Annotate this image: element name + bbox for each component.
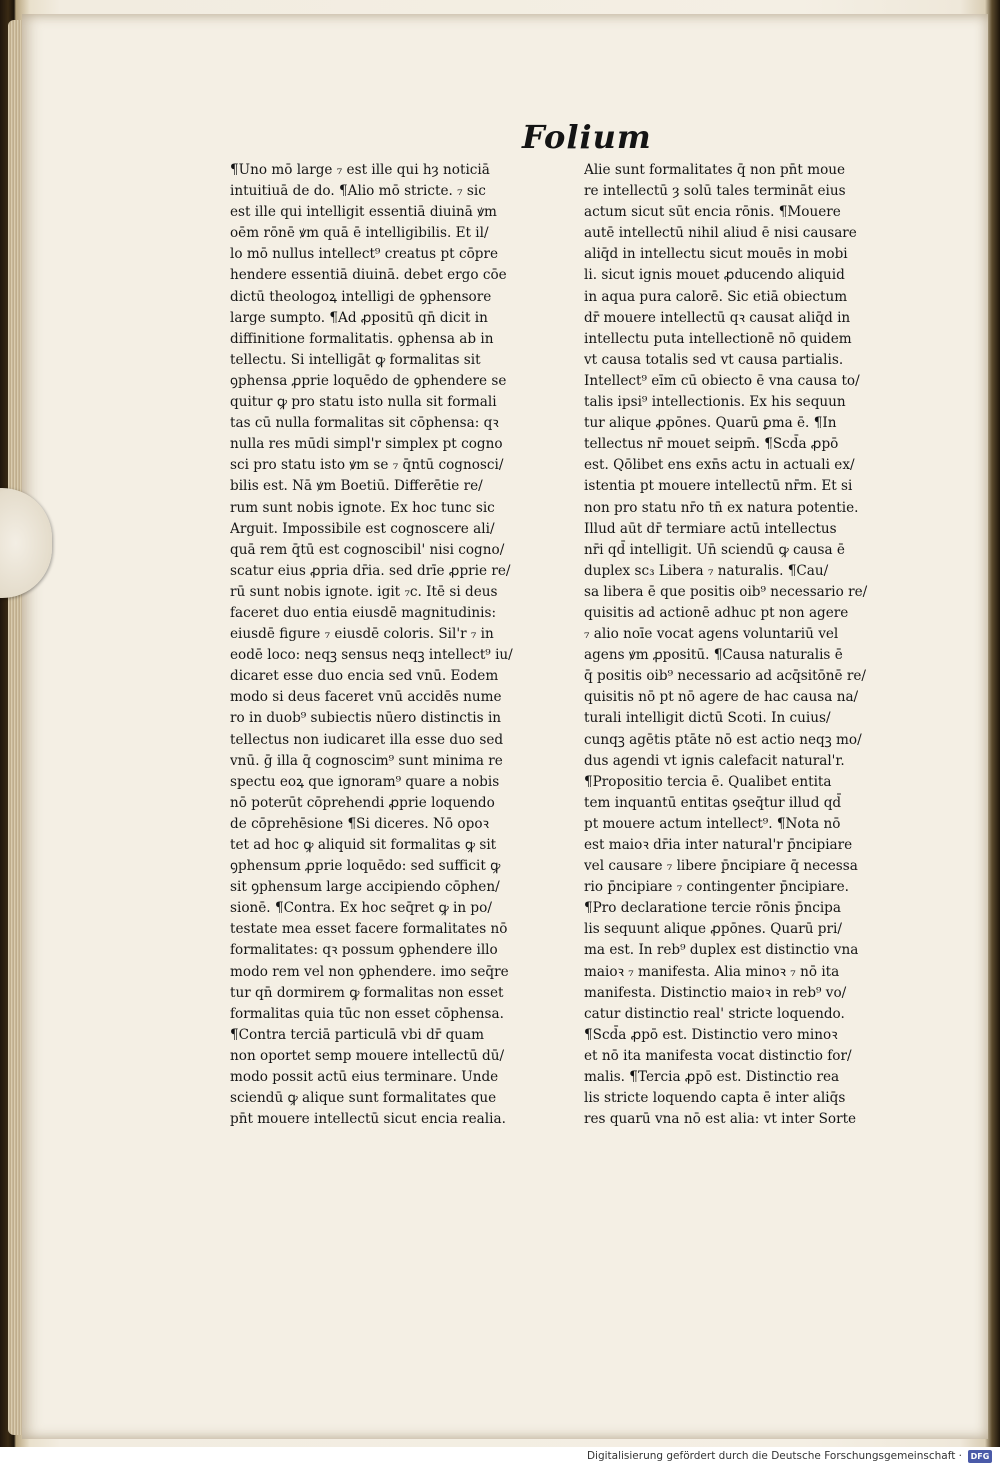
text-line: de cōprehēsione ¶Si diceres. Nō opoꝛ <box>230 815 489 832</box>
text-line: talis ipsi⁹ intellectionis. Ex his sequun <box>584 394 846 411</box>
text-line: lis sequunt alique ꝓpōnes. Quarū pri/ <box>584 921 842 938</box>
text-line: dicaret esse duo encia sed vnū. Eodem <box>230 668 499 685</box>
text-line: modo possit actū eius terminare. Unde <box>230 1069 499 1086</box>
text-line: pt mouere actum intellect⁹. ¶Nota nō <box>584 815 841 832</box>
text-line: nulla res mūdi simpl'r simplex pt cogno <box>230 436 503 453</box>
text-line: ¶Scd̄a ꝓpō est. Distinctio vero minoꝛ <box>584 1026 838 1043</box>
text-line: large sumpto. ¶Ad ꝓpositū qn̄ dicit in <box>230 309 488 326</box>
text-line: sa libera ē que positis oib⁹ necessario re/ <box>584 583 868 600</box>
text-line: non pro statu nr̄o tn̄ ex natura potentie. <box>584 499 859 516</box>
text-line: ma est. In reb⁹ duplex est distinctio vna <box>584 942 859 959</box>
text-line: ¶Pro declaratione tercie rōnis p̄ncipa <box>584 900 841 917</box>
text-line: ꝯphensum ꝓprie loquēdo: sed sufficit ꝙ <box>230 858 501 875</box>
footer-bar <box>0 1447 1000 1467</box>
text-line: lis stricte loquendo capta ē inter aliq̄s <box>584 1090 846 1107</box>
text-line: istentia pt mouere intellectū nr̄m. Et si <box>584 478 853 495</box>
text-line: in aqua pura calorē. Sic etiā obiectum <box>584 288 848 305</box>
text-line: turali intelligit dictū Scoti. In cuius/ <box>584 710 831 727</box>
text-line: Alie sunt formalitates q̄ non pn̄t moue <box>584 162 846 178</box>
text-line: modo rem vel non ꝯphendere. imo seq̄re <box>230 963 509 980</box>
text-line: vt causa totalis sed vt causa partialis. <box>584 351 844 368</box>
text-line: tet ad hoc ꝙ aliquid sit formalitas ꝙ sit <box>230 837 497 853</box>
text-line: malis. ¶Tercia ꝓpō est. Distinctio rea <box>584 1069 840 1086</box>
text-line: rum sunt nobis ignote. Ex hoc tunc sic <box>230 499 495 516</box>
text-line: Arguit. Impossibile est cognoscere ali/ <box>230 520 495 537</box>
text-line: sit ꝯphensum large accipiendo cōphen/ <box>230 879 500 896</box>
text-line: res quarū vna nō est alia: vt inter Sorte <box>584 1111 857 1128</box>
text-line: tur qn̄ dormirem ꝙ formalitas non esset <box>230 984 504 1001</box>
right-text-column <box>584 160 914 1130</box>
text-line: catur distinctio real' stricte loquendo. <box>584 1005 845 1022</box>
text-line: modo si deus faceret vnū accidēs nume <box>230 689 502 706</box>
text-line: maioꝛ ₇ manifesta. Alia minoꝛ ₇ nō ita <box>584 963 840 980</box>
text-line: quisitis nō pt nō agere de hac causa na/ <box>584 689 859 706</box>
text-line: ¶Propositio tercia ē. Qualibet entita <box>584 773 832 790</box>
text-line: manifesta. Distinctio maioꝛ in reb⁹ vo/ <box>584 984 847 1001</box>
text-line: tas cū nulla formalitas sit cōphensa: qꝛ <box>230 415 499 432</box>
funding-credit: Digitalisierung gefördert durch die Deutsche Forschungsgemeinschaft · <box>586 1450 962 1462</box>
text-line: sci pro statu isto ꝟm se ₇ q̄ntū cognosci/ <box>230 457 504 474</box>
text-line: non oportet semp mouere intellectū dū/ <box>230 1047 505 1064</box>
text-line: nō poterūt cōprehendi ꝓprie loquendo <box>230 794 495 811</box>
text-line: tem inquantū entitas ꝯseq̄tur illud qd̄ <box>584 794 842 811</box>
left-text-column <box>230 160 570 1130</box>
text-line: rio p̄ncipiare ₇ contingenter p̄ncipiare. <box>584 879 849 896</box>
text-line: sciendū ꝙ alique sunt formalitates que <box>230 1090 497 1107</box>
text-line: duplex sc₃ Libera ₇ naturalis. ¶Cau/ <box>584 562 829 579</box>
text-line: formalitates: qꝛ possum ꝯphendere illo <box>230 942 498 959</box>
text-line: cunqꝫ agētis ptāte nō est actio neqꝫ mo/ <box>584 731 862 748</box>
text-line: tellectus non iudicaret illa esse duo sed <box>230 731 504 748</box>
text-line: dus agendi vt ignis calefacit natural'r. <box>584 752 845 769</box>
text-line: lo mō nullus intellect⁹ creatus pt cōpre <box>230 246 499 263</box>
text-line: agens ꝟm ꝓpositū. ¶Causa naturalis ē <box>584 647 843 664</box>
text-line: autē intellectū nihil aliud ē nisi causare <box>584 225 857 242</box>
text-line: sionē. ¶Contra. Ex hoc seq̄ret ꝙ in po/ <box>230 900 492 917</box>
text-line: ¶Uno mō large ₇ est ille qui hȝ noticiā <box>230 162 490 178</box>
text-line: tellectu. Si intelligāt ꝙ formalitas sit <box>230 351 481 368</box>
text-line: Intellect⁹ eīm cū obiecto ē vna causa to/ <box>584 372 860 389</box>
dfg-logo: DFG <box>968 1450 992 1463</box>
text-line: q̄ positis oib⁹ necessario ad acq̄sitōnē re/ <box>584 668 866 685</box>
text-line: spectu eoꝝ que ignoram⁹ quare a nobis <box>230 773 500 790</box>
text-line: pn̄t mouere intellectū sicut encia realia. <box>230 1111 506 1128</box>
text-line: rū sunt nobis ignote. igit ₇c. Itē si deus <box>230 583 498 600</box>
text-line: formalitas quia tūc non esset cōphensa. <box>230 1005 504 1022</box>
text-line: aliq̄d in intellectu sicut mouēs in mobi <box>584 246 848 263</box>
text-line: ¶Contra terciā particulā vbi dr̄ quam <box>230 1026 485 1043</box>
text-line: intellectu puta intellectionē nō quidem <box>584 330 852 347</box>
text-line: eodē loco: neqꝫ sensus neqꝫ intellect⁹ iu/ <box>230 647 513 664</box>
text-line: et nō ita manifesta vocat distinctio for/ <box>584 1047 852 1064</box>
text-line: faceret duo entia eiusdē magnitudinis: <box>230 604 497 621</box>
text-line: diffinitione formalitatis. ꝯphensa ab in <box>230 330 494 347</box>
text-line: eiusdē figure ₇ eiusdē coloris. Sil'r ₇ in <box>230 626 494 643</box>
text-line: quā rem q̄tū est cognoscibil' nisi cogno/ <box>230 541 505 558</box>
text-line: intuitiuā de do. ¶Alio mō stricte. ₇ sic <box>230 183 486 200</box>
text-line: vel causare ₇ libere p̄ncipiare q̄ necessa <box>584 858 858 875</box>
text-line: quisitis ad actionē adhuc pt non agere <box>584 604 849 621</box>
text-line: oēm rōnē ꝟm quā ē intelligibilis. Et il/ <box>230 225 489 242</box>
text-line: tur alique ꝓpōnes. Quarū ꝑma ē. ¶In <box>584 415 837 432</box>
text-line: testate mea esset facere formalitates nō <box>230 921 508 938</box>
text-line: li. sicut ignis mouet ꝓducendo aliquid <box>584 267 845 284</box>
running-head: Folium <box>522 118 652 156</box>
text-line: ro in duob⁹ subiectis nūero distinctis in <box>230 710 502 727</box>
text-line: dictū theologoꝝ intelligi de ꝯphensore <box>230 288 492 305</box>
text-line: hendere essentiā diuinā. debet ergo cōe <box>230 267 507 284</box>
text-line: quitur ꝙ pro statu isto nulla sit formali <box>230 394 497 411</box>
text-line: est maioꝛ dr̄ia inter natural'r p̄ncipiare <box>584 837 853 853</box>
text-line: est. Qōlibet ens exn̄s actu in actuali ex/ <box>584 457 855 474</box>
text-line: dr̄ mouere intellectū qꝛ causat aliq̄d in <box>584 309 851 326</box>
text-line: est ille qui intelligit essentiā diuinā ꝟm <box>230 204 497 221</box>
text-line: tellectus nr̄ mouet seipm̄. ¶Scd̄a ꝓpō <box>584 436 839 453</box>
text-line: nr̄i qd̄ intelligit. Un̄ sciendū ꝙ causa ē <box>584 541 845 558</box>
text-line: vnū. ḡ illa q̄ cognoscim⁹ sunt minima re <box>230 752 503 769</box>
text-line: ꝯphensa ꝓprie loquēdo de ꝯphendere se <box>230 372 507 389</box>
text-line: scatur eius ꝓpria dr̄ia. sed drīe ꝓprie re/ <box>230 562 511 579</box>
text-line: Illud aūt dr̄ termiare actū intellectus <box>584 520 837 537</box>
text-line: re intellectū ȝ solū tales termināt eius <box>584 183 846 200</box>
text-line: actum sicut sūt encia rōnis. ¶Mouere <box>584 204 841 221</box>
text-line: ₇ alio noīe vocat agens voluntariū vel <box>584 626 839 643</box>
text-line: bilis est. Nā ꝟm Boetiū. Differētie re/ <box>230 478 483 495</box>
